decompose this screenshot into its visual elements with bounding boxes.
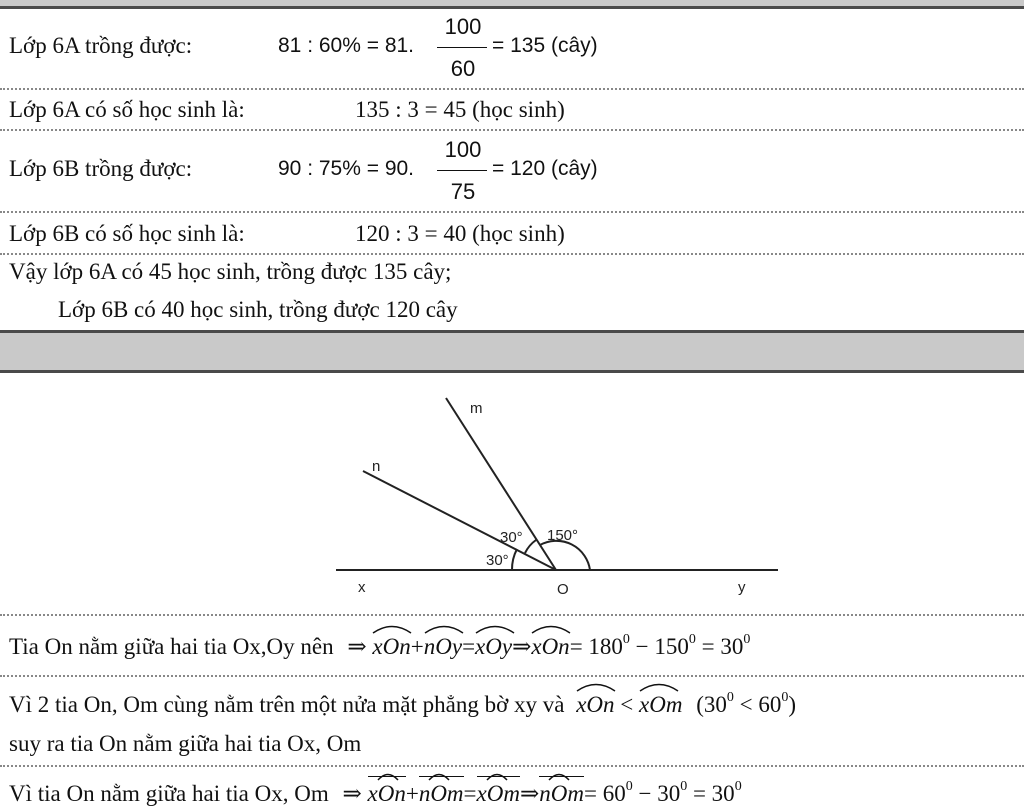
row-6a-fraction-denominator: 60 bbox=[450, 56, 476, 81]
conclusion-line-1: Vậy lớp 6A có 45 học sinh, trồng được 135 cây; bbox=[9, 259, 452, 284]
row-6b-trees-expr-right: = 120 (cây) bbox=[492, 157, 598, 180]
implies-symbol: ⇒ bbox=[342, 781, 362, 806]
row-6a-fraction-numerator: 100 bbox=[444, 14, 482, 39]
angle-label-nom: 30° bbox=[500, 529, 523, 546]
angle-figure bbox=[0, 373, 1024, 613]
row-divider bbox=[0, 765, 1024, 767]
angle-label-xon: 30° bbox=[486, 552, 509, 569]
angle-xon: xOn bbox=[372, 633, 410, 661]
angle-xom: xOm bbox=[477, 780, 520, 808]
ray-on bbox=[363, 471, 556, 570]
row-6a-trees-label: Lớp 6A trồng được: bbox=[9, 33, 193, 58]
row-divider bbox=[0, 211, 1024, 213]
row-6b-students-label: Lớp 6B có số học sinh là: bbox=[9, 221, 245, 246]
implies-symbol: ⇒ bbox=[347, 634, 367, 659]
row-6b-fraction-bar bbox=[437, 170, 487, 171]
proof-line-3: Vì tia On nằm giữa hai tia Ox, Om ⇒ xOn+ nOm= xOm⇒ $nOm= 60^0 - 30^0 = 30^0$ bbox=[9, 780, 742, 808]
row-6b-fraction-numerator: 100 bbox=[444, 137, 482, 162]
row-6a-students-expr: 135 : 3 = 45 (học sinh) bbox=[355, 97, 565, 122]
label-o: O bbox=[557, 581, 569, 598]
proof-line-1-text: Tia On nằm giữa hai tia Ox,Oy nên bbox=[9, 634, 334, 659]
row-6b-trees-label: Lớp 6B trồng được: bbox=[9, 156, 193, 181]
conclusion-line-2: Lớp 6B có 40 học sinh, trồng được 120 cây bbox=[58, 297, 458, 322]
label-x: x bbox=[358, 579, 366, 596]
angle-noy: nOy bbox=[424, 633, 462, 661]
row-6a-trees-expr-right: = 135 (cây) bbox=[492, 34, 598, 57]
row-6b-fraction-denominator: 75 bbox=[450, 179, 476, 204]
row-6a-trees-expr-left: 81 : 60% = 81. bbox=[278, 34, 415, 57]
arc-nom bbox=[525, 540, 536, 553]
label-y: y bbox=[738, 579, 746, 596]
top-rule bbox=[0, 6, 1024, 9]
row-divider bbox=[0, 614, 1024, 616]
proof-line-3-text: Vì tia On nằm giữa hai tia Ox, Om bbox=[9, 781, 329, 806]
proof-line-2-text: Vì 2 tia On, Om cùng nằm trên một nửa mặt phẳng bờ xy và bbox=[9, 692, 565, 717]
proof-line-2: Vì 2 tia On, Om cùng nằm trên một nửa mặt phẳng bờ xy và xOn < xOm $(30^0 < 60^0)$ bbox=[9, 691, 796, 719]
angle-xon: xOn bbox=[576, 691, 614, 719]
angle-xon: xOn bbox=[531, 633, 569, 661]
angle-nom: nOm bbox=[419, 780, 464, 808]
label-m: m bbox=[470, 400, 483, 417]
row-6b-trees-expr-left: 90 : 75% = 90. bbox=[278, 157, 415, 180]
arc-xon bbox=[512, 549, 517, 570]
proof-line-2b: suy ra tia On nằm giữa hai tia Ox, Om bbox=[9, 731, 362, 756]
row-divider bbox=[0, 88, 1024, 90]
angle-xoy: xOy bbox=[475, 633, 512, 661]
angle-xom: xOm bbox=[639, 691, 682, 719]
row-6a-students-label: Lớp 6A có số học sinh là: bbox=[9, 97, 245, 122]
row-divider bbox=[0, 675, 1024, 677]
proof-line-1: Tia On nằm giữa hai tia Ox,Oy nên ⇒ xOn+ nOy= xOy⇒ $xOn= 180^0 - 150^0 = 30^0$ bbox=[9, 633, 750, 661]
label-n: n bbox=[372, 458, 381, 475]
angle-xon: xOn bbox=[368, 780, 406, 808]
angle-nom: nOm bbox=[539, 780, 584, 808]
row-divider bbox=[0, 253, 1024, 255]
row-6b-students-expr: 120 : 3 = 40 (học sinh) bbox=[355, 221, 565, 246]
row-6a-fraction-bar bbox=[437, 47, 487, 48]
row-divider bbox=[0, 129, 1024, 131]
angle-label-moy: 150° bbox=[547, 527, 579, 544]
mid-band bbox=[0, 333, 1024, 370]
